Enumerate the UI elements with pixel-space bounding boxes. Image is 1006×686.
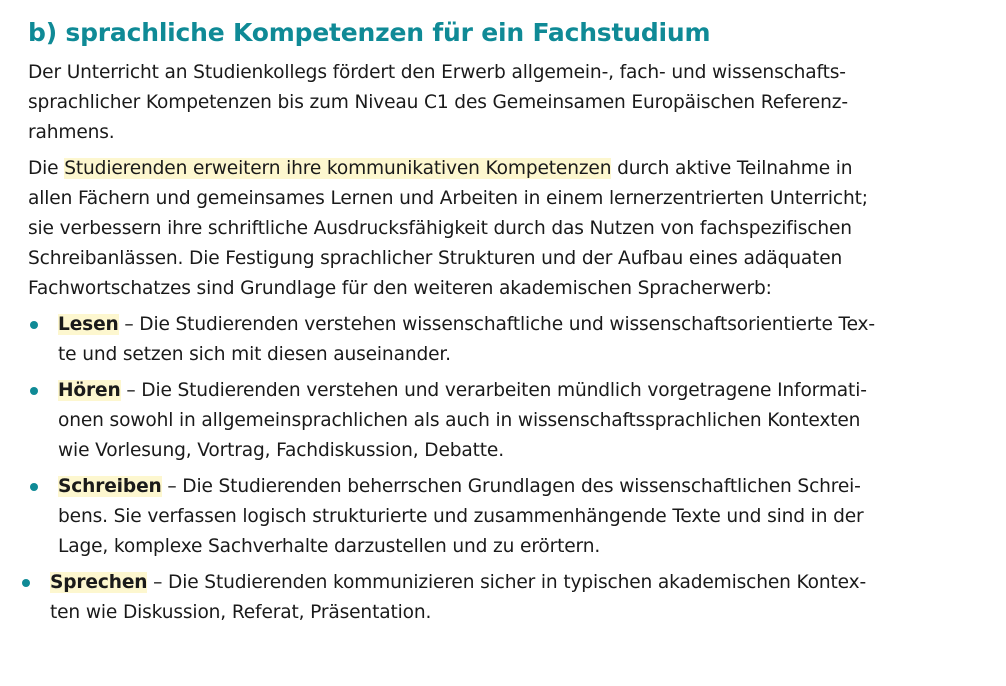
bullet-item-hoeren <box>28 376 978 466</box>
bullet-term: Schreiben <box>58 476 162 497</box>
skills-bullet-list <box>28 310 978 628</box>
bullet-item-schreiben <box>28 472 978 562</box>
text-line: onen sowohl in allgemeinsprachlichen als auch in wissenschaftssprachlichen Kontexten <box>58 410 861 431</box>
text-fragment: – Die Studierenden verstehen wissenschaftliche und wissenschaftsorientierte Tex- <box>118 314 875 335</box>
text-line <box>50 568 970 598</box>
text-line: ten wie Diskussion, Referat, Präsentation. <box>50 602 432 623</box>
highlighted-phrase: Studierenden erweitern ihre kommunikativen Kompetenzen <box>64 158 612 179</box>
competence-paragraph <box>28 154 978 304</box>
text-line: Lage, komplexe Sachverhalte darzustellen und zu erörtern. <box>58 536 601 557</box>
text-line <box>58 376 978 406</box>
intro-paragraph <box>28 58 978 148</box>
text-line: sie verbessern ihre schriftliche Ausdrucksfähigkeit durch das Nutzen von fachspezifischen <box>28 218 852 239</box>
text-line: Schreibanlässen. Die Festigung sprachlicher Strukturen und der Aufbau eines adäquaten <box>28 248 843 269</box>
bullet-dot-icon <box>30 321 38 329</box>
bullet-term: Hören <box>58 380 121 401</box>
text-line: bens. Sie verfassen logisch strukturierte und zusammenhängende Texte und sind in der <box>58 506 864 527</box>
bullet-dot-icon <box>30 483 38 491</box>
document-page <box>28 14 978 634</box>
text-line: rahmens. <box>28 122 115 143</box>
text-fragment: durch aktive Teilnahme in <box>611 158 853 179</box>
text-line <box>58 310 978 340</box>
text-line: te und setzen sich mit diesen auseinander. <box>58 344 451 365</box>
text-fragment: – Die Studierenden verstehen und verarbeiten mündlich vorgetragene Informati- <box>120 380 867 401</box>
text-line <box>28 154 978 184</box>
text-fragment: – Die Studierenden beherrschen Grundlagen des wissenschaftlichen Schrei- <box>161 476 861 497</box>
bullet-dot-icon <box>30 387 38 395</box>
text-line: allen Fächern und gemeinsames Lernen und Arbeiten in einem lernerzentrierten Unterricht; <box>28 188 868 209</box>
text-fragment: – Die Studierenden kommunizieren sicher in typischen akademischen Kontex- <box>147 572 867 593</box>
bullet-item-lesen <box>28 310 978 370</box>
bullet-item-sprechen <box>20 568 970 628</box>
bullet-term: Sprechen <box>50 572 148 593</box>
text-line <box>58 472 978 502</box>
bullet-term: Lesen <box>58 314 119 335</box>
text-fragment: Die <box>28 158 65 179</box>
text-line: Fachwortschatzes sind Grundlage für den weiteren akademischen Spracherwerb: <box>28 278 772 299</box>
text-line: wie Vorlesung, Vortrag, Fachdiskussion, Debatte. <box>58 440 504 461</box>
section-heading: b) sprachliche Kompetenzen für ein Fachstudium <box>28 18 711 47</box>
text-line: Der Unterricht an Studienkollegs fördert den Erwerb allgemein-, fach- und wissenschafts- <box>28 62 846 83</box>
text-line: sprachlicher Kompetenzen bis zum Niveau C1 des Gemeinsamen Europäischen Referenz- <box>28 92 848 113</box>
bullet-dot-icon <box>22 579 30 587</box>
